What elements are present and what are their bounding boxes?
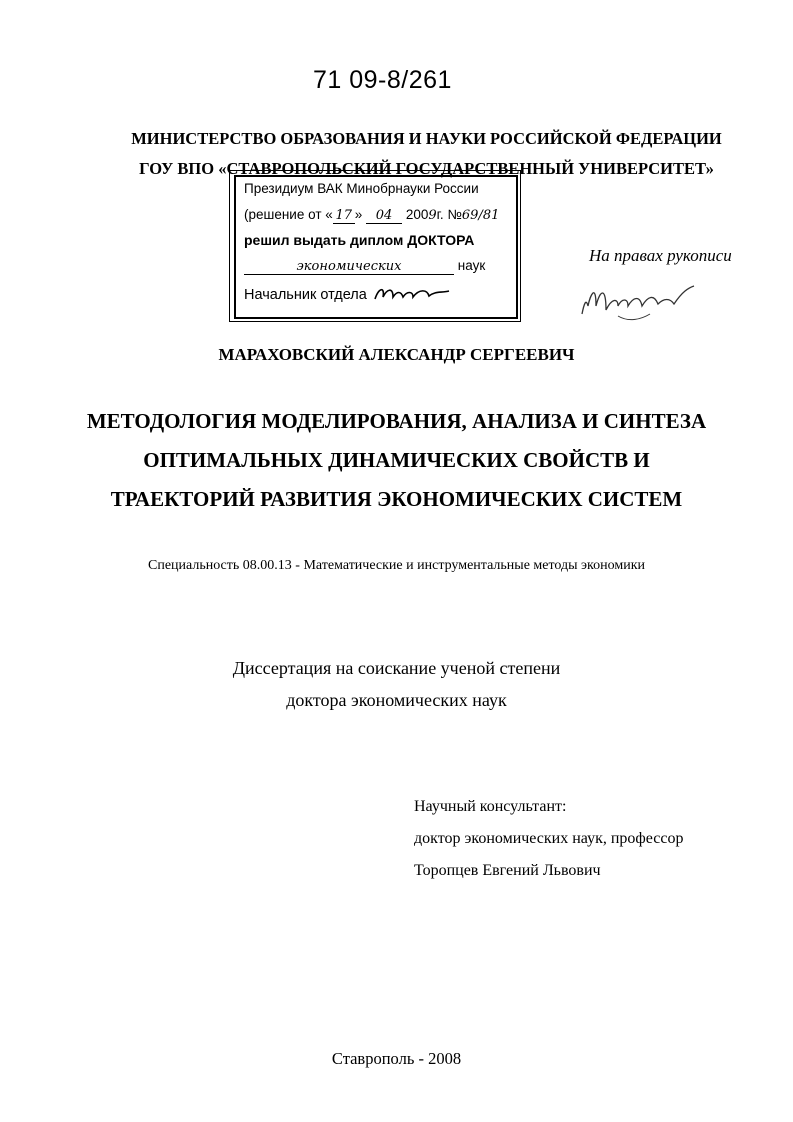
stamp-year-suffix: 9 (428, 208, 437, 223)
degree-line-2: доктора экономических наук (286, 690, 507, 710)
stamp-decision (244, 207, 499, 224)
advisor-name: Торопцев Евгений Львович (414, 862, 601, 879)
dissertation-title (0, 402, 793, 519)
advisor-label: Научный консультант: (414, 798, 567, 815)
advisor-degree: доктор экономических наук, профессор (414, 830, 684, 847)
stamp-science (244, 258, 506, 275)
university-line: ГОУ ВПО «СТАВРОПОЛЬСКИЙ ГОСУДАРСТВЕННЫЙ УНИВЕРСИТЕТ» (139, 159, 714, 178)
manuscript-rights: На правах рукописи (589, 246, 732, 265)
author-name: МАРАХОВСКИЙ АЛЕКСАНДР СЕРГЕЕВИЧ (218, 345, 575, 364)
title-line-3: ТРАЕКТОРИЙ РАЗВИТИЯ ЭКОНОМИЧЕСКИХ СИСТЕМ (110, 487, 683, 511)
scientific-advisor (414, 791, 684, 887)
stamp-presidium: Президиум ВАК Минобрнауки России (244, 181, 479, 196)
degree-line-1: Диссертация на соискание ученой степени (232, 658, 561, 678)
stamp-year: 200 (405, 207, 429, 222)
title-line-2: ОПТИМАЛЬНЫХ ДИНАМИЧЕСКИХ СВОЙСТВ И (143, 448, 650, 472)
stamp-month-sep: » (354, 207, 363, 222)
city-year: Ставрополь - 2008 (331, 1049, 462, 1068)
stamp-diploma: решил выдать диплом ДОКТОРА (244, 232, 475, 248)
stamp-number: 69/81 (461, 208, 500, 223)
stamp-year-label: г. № (436, 207, 462, 222)
stamp-science-handwritten: экономических (244, 259, 454, 275)
stamp-month: 04 (366, 208, 402, 224)
degree-statement (0, 652, 793, 716)
stamp-decision-prefix: (решение от « (244, 207, 333, 222)
specialty: Специальность 08.00.13 - Математические и инструментальные методы экономики (147, 558, 646, 573)
stamp-science-label: наук (457, 258, 486, 273)
stamp-inner-border (234, 175, 518, 319)
head-signature-icon (371, 283, 453, 305)
title-line-1: МЕТОДОЛОГИЯ МОДЕЛИРОВАНИЯ, АНАЛИЗА И СИНТЕЗА (86, 409, 707, 433)
stamp-head (244, 283, 453, 305)
ministry-line: МИНИСТЕРСТВО ОБРАЗОВАНИЯ И НАУКИ РОССИЙСКОЙ ФЕДЕРАЦИИ (131, 129, 722, 148)
vak-stamp (229, 170, 521, 322)
author-signature-icon (578, 276, 698, 328)
catalog-number: 71 09-8/261 (313, 66, 452, 94)
stamp-day: 17 (333, 208, 355, 224)
stamp-head-label: Начальник отдела (244, 287, 367, 303)
